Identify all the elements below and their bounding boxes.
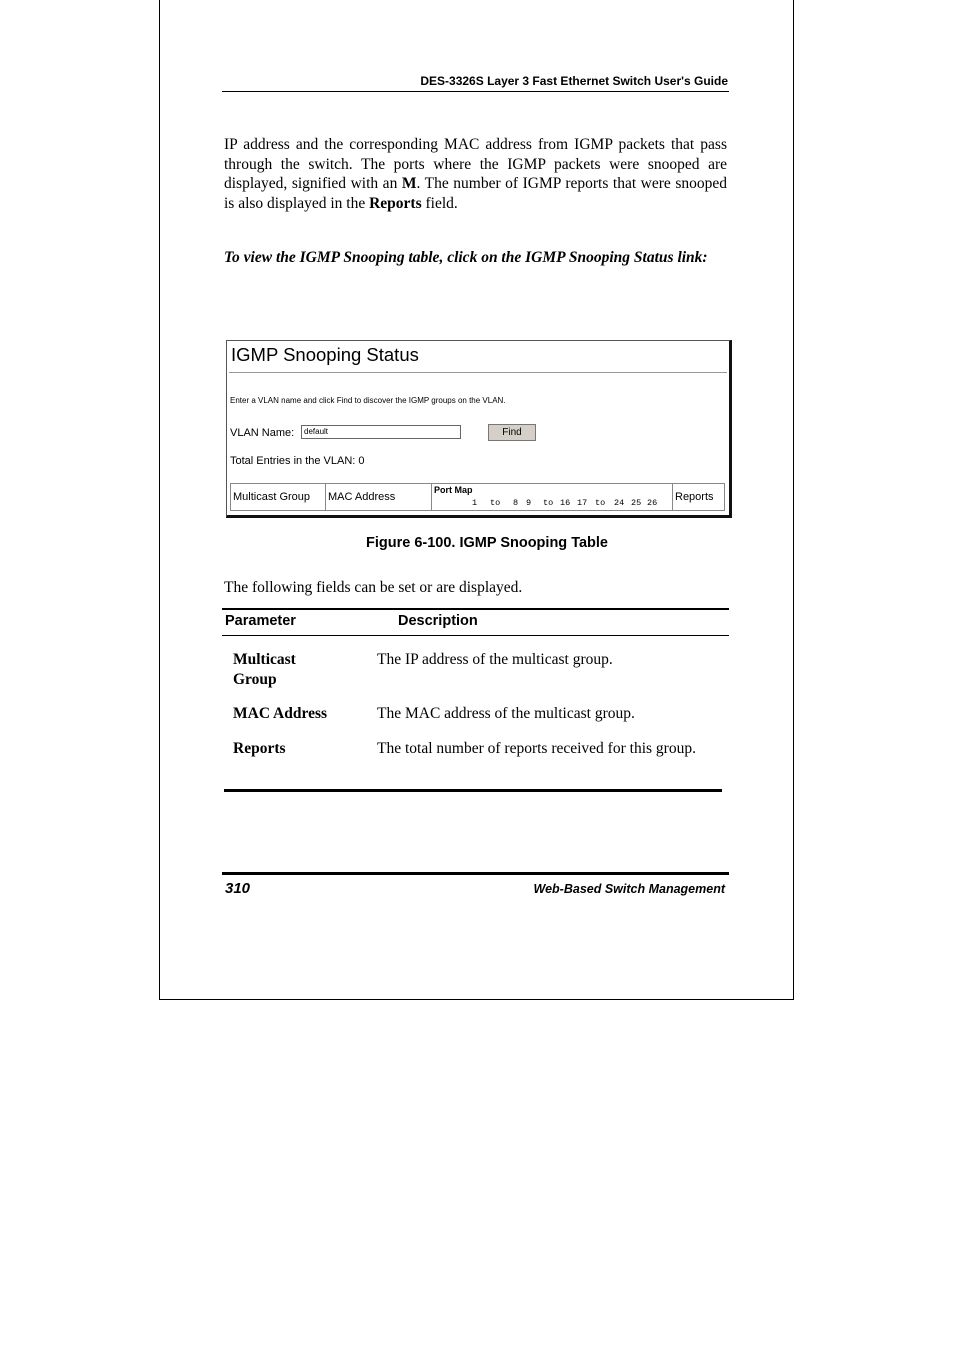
desc-mac-address: The MAC address of the multicast group. — [377, 705, 635, 722]
port-label: to — [595, 498, 606, 508]
total-entries-text: Total Entries in the VLAN: 0 — [230, 455, 365, 467]
header-rule — [222, 91, 729, 92]
port-label: to — [543, 498, 554, 508]
param-multicast-group — [233, 650, 363, 689]
column-label: Multicast Group — [233, 491, 311, 503]
port-label: 9 — [526, 498, 532, 508]
footer-rule — [222, 872, 729, 875]
column-multicast-group — [231, 484, 326, 510]
column-label: Reports — [675, 491, 714, 503]
desc-multicast-group: The IP address of the multicast group. — [377, 651, 613, 668]
port-label: to — [490, 498, 501, 508]
panel-title: IGMP Snooping Status — [231, 344, 419, 365]
column-mac-address — [326, 484, 432, 510]
column-port-map — [432, 484, 673, 510]
header-parameter: Parameter — [225, 613, 296, 629]
param-line: Multicast — [233, 651, 296, 668]
igmp-table-header — [230, 483, 725, 511]
instruction-text: To view the IGMP Snooping table, click on the IGMP Snooping Status link: — [224, 249, 708, 266]
column-reports — [673, 484, 724, 510]
param-line: Reports — [233, 740, 286, 757]
panel-title-rule — [229, 372, 727, 373]
port-label: 24 — [614, 498, 625, 508]
port-map-numbers — [432, 498, 673, 510]
param-line: MAC Address — [233, 705, 328, 722]
igmp-snooping-status-screenshot — [226, 340, 732, 518]
figure-caption: Figure 6-100. IGMP Snooping Table — [366, 535, 608, 551]
find-button[interactable]: Find — [488, 424, 536, 441]
param-mac-address — [233, 704, 363, 724]
vlan-name-label: VLAN Name: — [230, 427, 295, 439]
param-reports — [233, 739, 363, 759]
port-label: 17 — [577, 498, 588, 508]
fields-intro: The following fields can be set or are displayed. — [224, 579, 523, 596]
port-label: 1 — [472, 498, 478, 508]
column-label: MAC Address — [328, 491, 396, 503]
param-line: Group — [233, 670, 277, 688]
panel-instruction: Enter a VLAN name and click Find to discover the IGMP groups on the VLAN. — [230, 396, 506, 405]
table-header-rule — [222, 635, 729, 636]
para-text-1: IP address and the corresponding MAC address from IGMP packets that pass through the switch. The ports where the IGMP packets were snooped are displayed, signified with an — [224, 136, 727, 192]
para-bold-m: M — [401, 175, 417, 192]
para-bold-reports: Reports — [369, 194, 422, 212]
table-top-rule — [222, 608, 729, 610]
header-description: Description — [398, 613, 478, 629]
para-text-3: field. — [421, 194, 458, 212]
port-label: 8 — [513, 498, 519, 508]
desc-reports: The total number of reports received for this group. — [377, 740, 696, 757]
port-label: 26 — [647, 498, 658, 508]
running-header: DES-3326S Layer 3 Fast Ethernet Switch User's Guide — [420, 74, 728, 88]
port-label: 16 — [560, 498, 571, 508]
port-map-label: Port Map — [434, 485, 473, 495]
port-label: 25 — [631, 498, 642, 508]
vlan-name-input[interactable]: default — [301, 425, 461, 439]
page-number: 310 — [225, 880, 251, 897]
intro-paragraph — [224, 135, 727, 213]
table-bottom-rule — [224, 789, 722, 792]
para-text-2: . The number of IGMP reports that were snooped is also displayed in the — [224, 175, 727, 212]
footer-section-title: Web-Based Switch Management — [533, 882, 725, 896]
